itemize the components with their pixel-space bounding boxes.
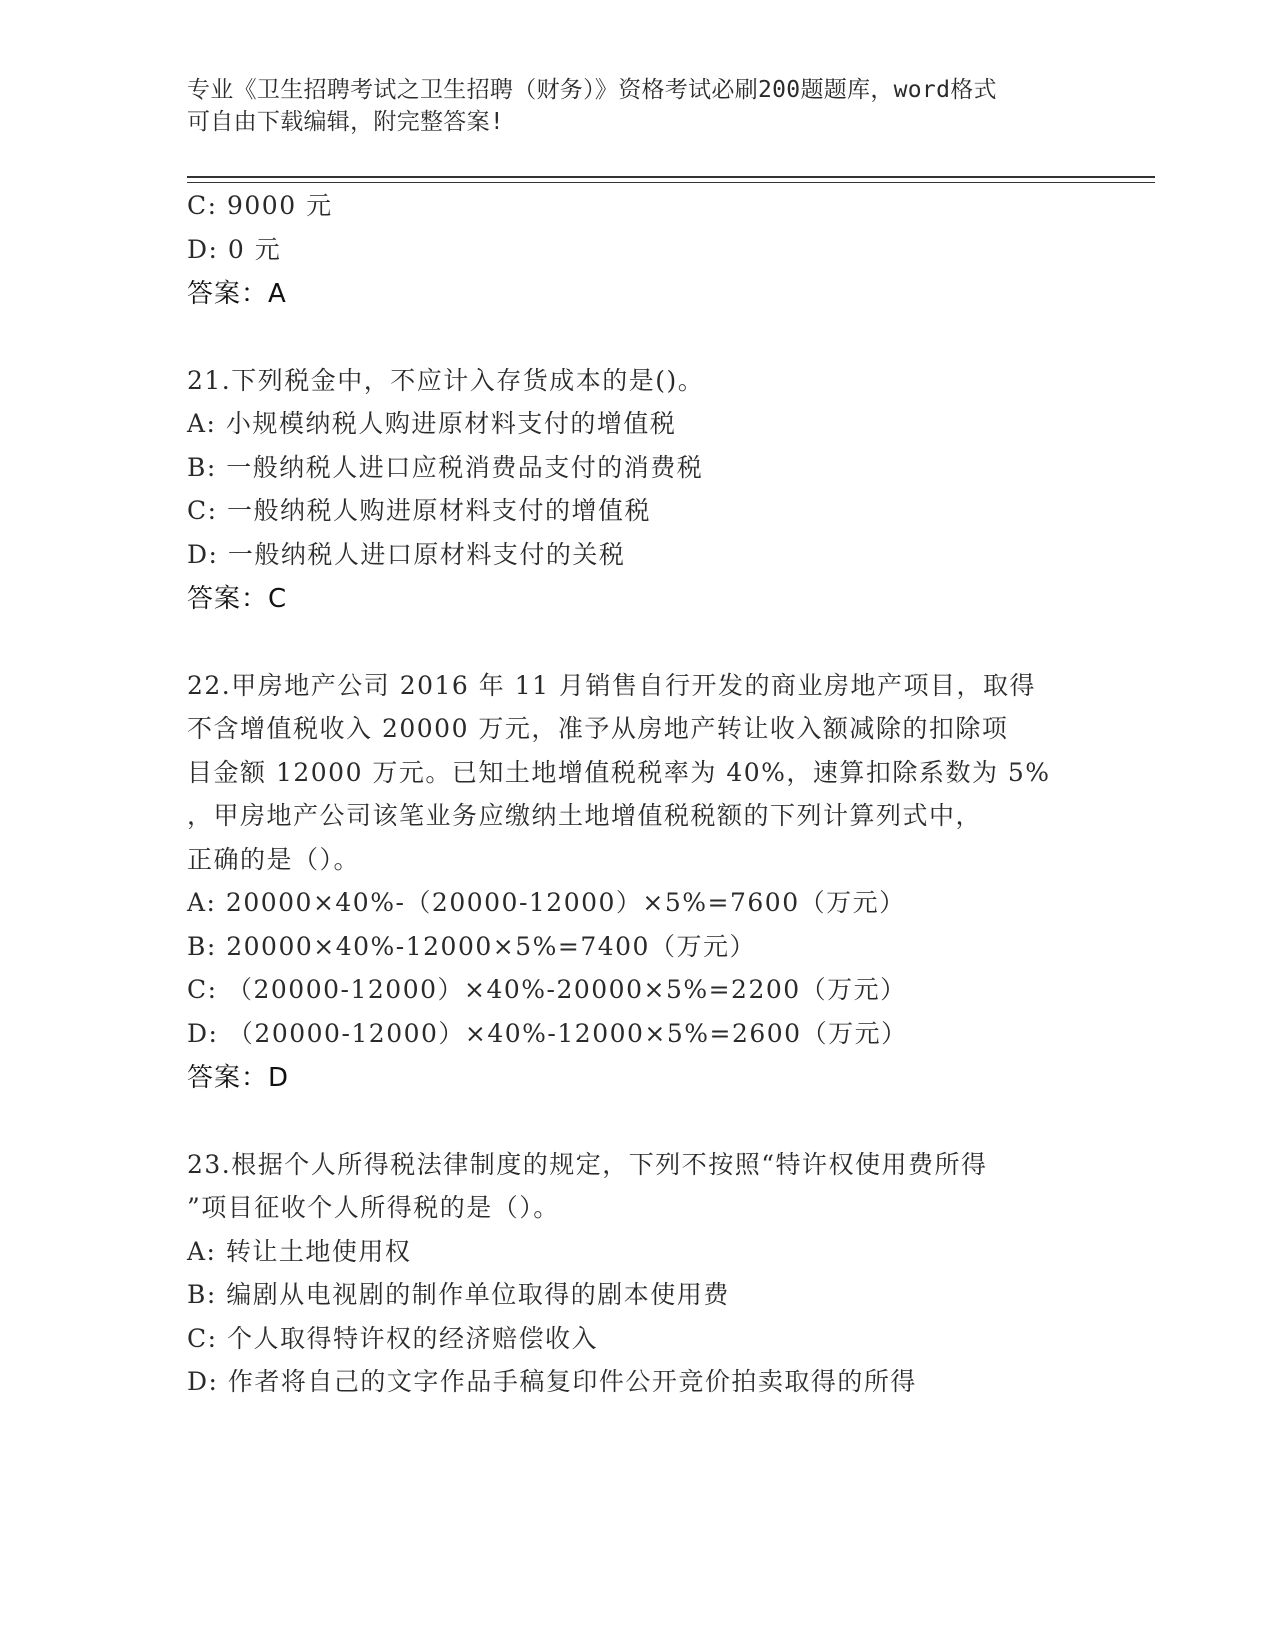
q22-option-c: C: （20000-12000）×40%-20000×5%=2200（万元） [187,975,907,1004]
q23-option-b: B: 编剧从电视剧的制作单位取得的剧本使用费 [187,1280,730,1309]
page-header [187,74,1087,138]
q23-stem-line-2: ”项目征收个人所得税的是（）。 [187,1193,560,1222]
q22-stem-line-4: ，甲房地产公司该笔业务应缴纳土地增值税税额的下列计算列式中， [187,801,983,830]
q22-stem-line-2: 不含增值税收入 20000 万元，准予从房地产转让收入额减除的扣除项 [187,714,1009,743]
q21-option-a: A: 小规模纳税人购进原材料支付的增值税 [187,409,677,438]
q21-option-c: C: 一般纳税人购进原材料支付的增值税 [187,496,651,525]
q22-answer: 答案：D [187,1063,290,1093]
prev-option-d: D: 0 元 [187,235,282,264]
header-divider-thick [187,176,1155,178]
q22-stem-line-5: 正确的是（）。 [187,845,361,874]
prev-answer: 答案：A [187,279,287,309]
q23-option-c: C: 个人取得特许权的经济赔偿收入 [187,1324,598,1353]
q22-option-b: B: 20000×40%-12000×5%=7400（万元） [187,932,756,961]
prev-option-c: C: 9000 元 [187,191,333,220]
q21-answer: 答案：C [187,584,288,614]
header-line-2: 可自由下载编辑，附完整答案! [187,109,505,135]
q21-option-b: B: 一般纳税人进口应税消费品支付的消费税 [187,453,704,482]
q23-option-a: A: 转让土地使用权 [187,1237,412,1266]
header-divider-thin [187,182,1155,183]
q22-stem-line-1: 22.甲房地产公司 2016 年 11 月销售自行开发的商业房地产项目，取得 [187,671,1036,700]
q22-stem-line-3: 目金额 12000 万元。已知土地增值税税率为 40%，速算扣除系数为 5% [187,758,1051,787]
q22-option-a: A: 20000×40%-（20000-12000）×5%=7600（万元） [187,888,906,917]
q22-option-d: D: （20000-12000）×40%-12000×5%=2600（万元） [187,1019,908,1048]
header-line-1: 专业《卫生招聘考试之卫生招聘（财务）》资格考试必刷200题题库，word格式 [187,77,997,103]
q23-stem-line-1: 23.根据个人所得税法律制度的规定，下列不按照“特许权使用费所得 [187,1150,988,1179]
q23-option-d: D: 作者将自己的文字作品手稿复印件公开竞价拍卖取得的所得 [187,1367,917,1396]
q21-option-d: D: 一般纳税人进口原材料支付的关税 [187,540,626,569]
q21-stem: 21.下列税金中，不应计入存货成本的是()。 [187,366,705,395]
